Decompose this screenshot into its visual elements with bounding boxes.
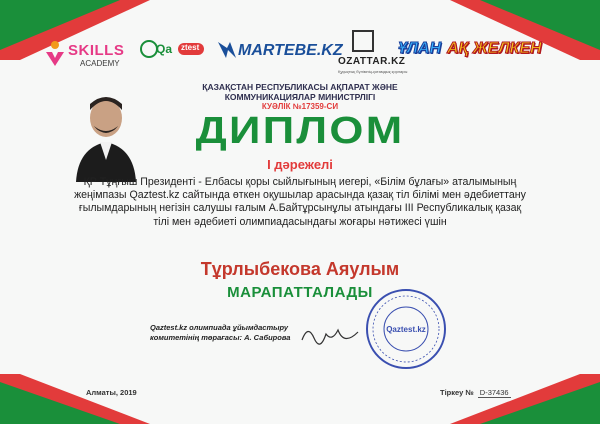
official-seal	[365, 288, 447, 370]
ministry-line-2: КОММУНИКАЦИЯЛАР МИНИСТРЛІГІ	[224, 92, 376, 102]
ozattar-subtext: Құқықтық бүлімнің-қоғамдық қорлары	[338, 69, 408, 74]
skills-person-icon	[44, 40, 66, 68]
ozattar-box-icon	[352, 30, 374, 52]
ministry-line-1: ҚАЗАҚСТАН РЕСПУБЛИКАСЫ АҚПАРАТ ЖӘНЕ	[202, 82, 398, 92]
qaztest-logo	[140, 40, 208, 60]
diploma-title: ДИПЛОМ	[195, 110, 405, 152]
ulan-text: ҰЛАН	[398, 40, 441, 57]
registration-label: Тіркеу №	[440, 388, 474, 397]
corner-decoration-bottom-left	[0, 374, 150, 424]
qaztest-logo-text: ztest	[181, 43, 200, 52]
award-verb: МАРАПАТТАЛАДЫ	[227, 284, 373, 301]
recipient-name: Тұрлыбекова Аяулым	[200, 259, 400, 279]
city-year: Алматы, 2019	[86, 388, 137, 397]
corner-decoration-bottom-right	[450, 374, 600, 424]
qaztest-logo-q: Qa	[156, 42, 173, 56]
skills-subtitle: ACADEMY	[80, 59, 120, 68]
certificate-number: КУӘЛІК №17359-СИ	[261, 102, 339, 111]
martebe-text: MARTEBE.KZ	[238, 42, 343, 59]
sponsor-logos	[0, 30, 600, 78]
chair-line-2: комитетінің төрағасы: А. Сабирова	[150, 333, 291, 342]
ulan-akzhelken-logo	[398, 40, 542, 58]
ozattar-logo	[338, 30, 406, 74]
registration	[440, 388, 511, 398]
committee-chair	[150, 323, 290, 343]
ministry-heading	[0, 82, 600, 102]
seal-text: Qaztest.kz	[386, 325, 426, 334]
akzhelken-text: АҚ ЖЕЛКЕН	[447, 40, 542, 57]
chair-line-1: Qaztest.kz олимпиада ұйымдастыру	[150, 323, 289, 332]
award-description: ҚР Тұңғыш Президенті - Елбасы қоры сыйлығының иегері, «Білім бұлағы» аталымының жеңімпазы Qaztest.kz сайтында өткен оқушылар арасында қазақ тіл білімі мен әдебиеттану ғылымдарының негізін салушы ғалым А.Байтұрсынұлы атындағы ІІІ Республикалық қазақ тілі мен әдебиеті олимпиадасындағы жоғары нәтижесі үшін	[74, 176, 526, 228]
martebe-wing-icon	[216, 40, 238, 60]
degree-label: І дәрежелі	[267, 157, 333, 172]
skills-title: SKILLS	[68, 42, 125, 59]
registration-number: D-37436	[479, 388, 509, 397]
ozattar-text: OZATTAR.KZ	[338, 56, 406, 67]
signature	[298, 320, 362, 350]
